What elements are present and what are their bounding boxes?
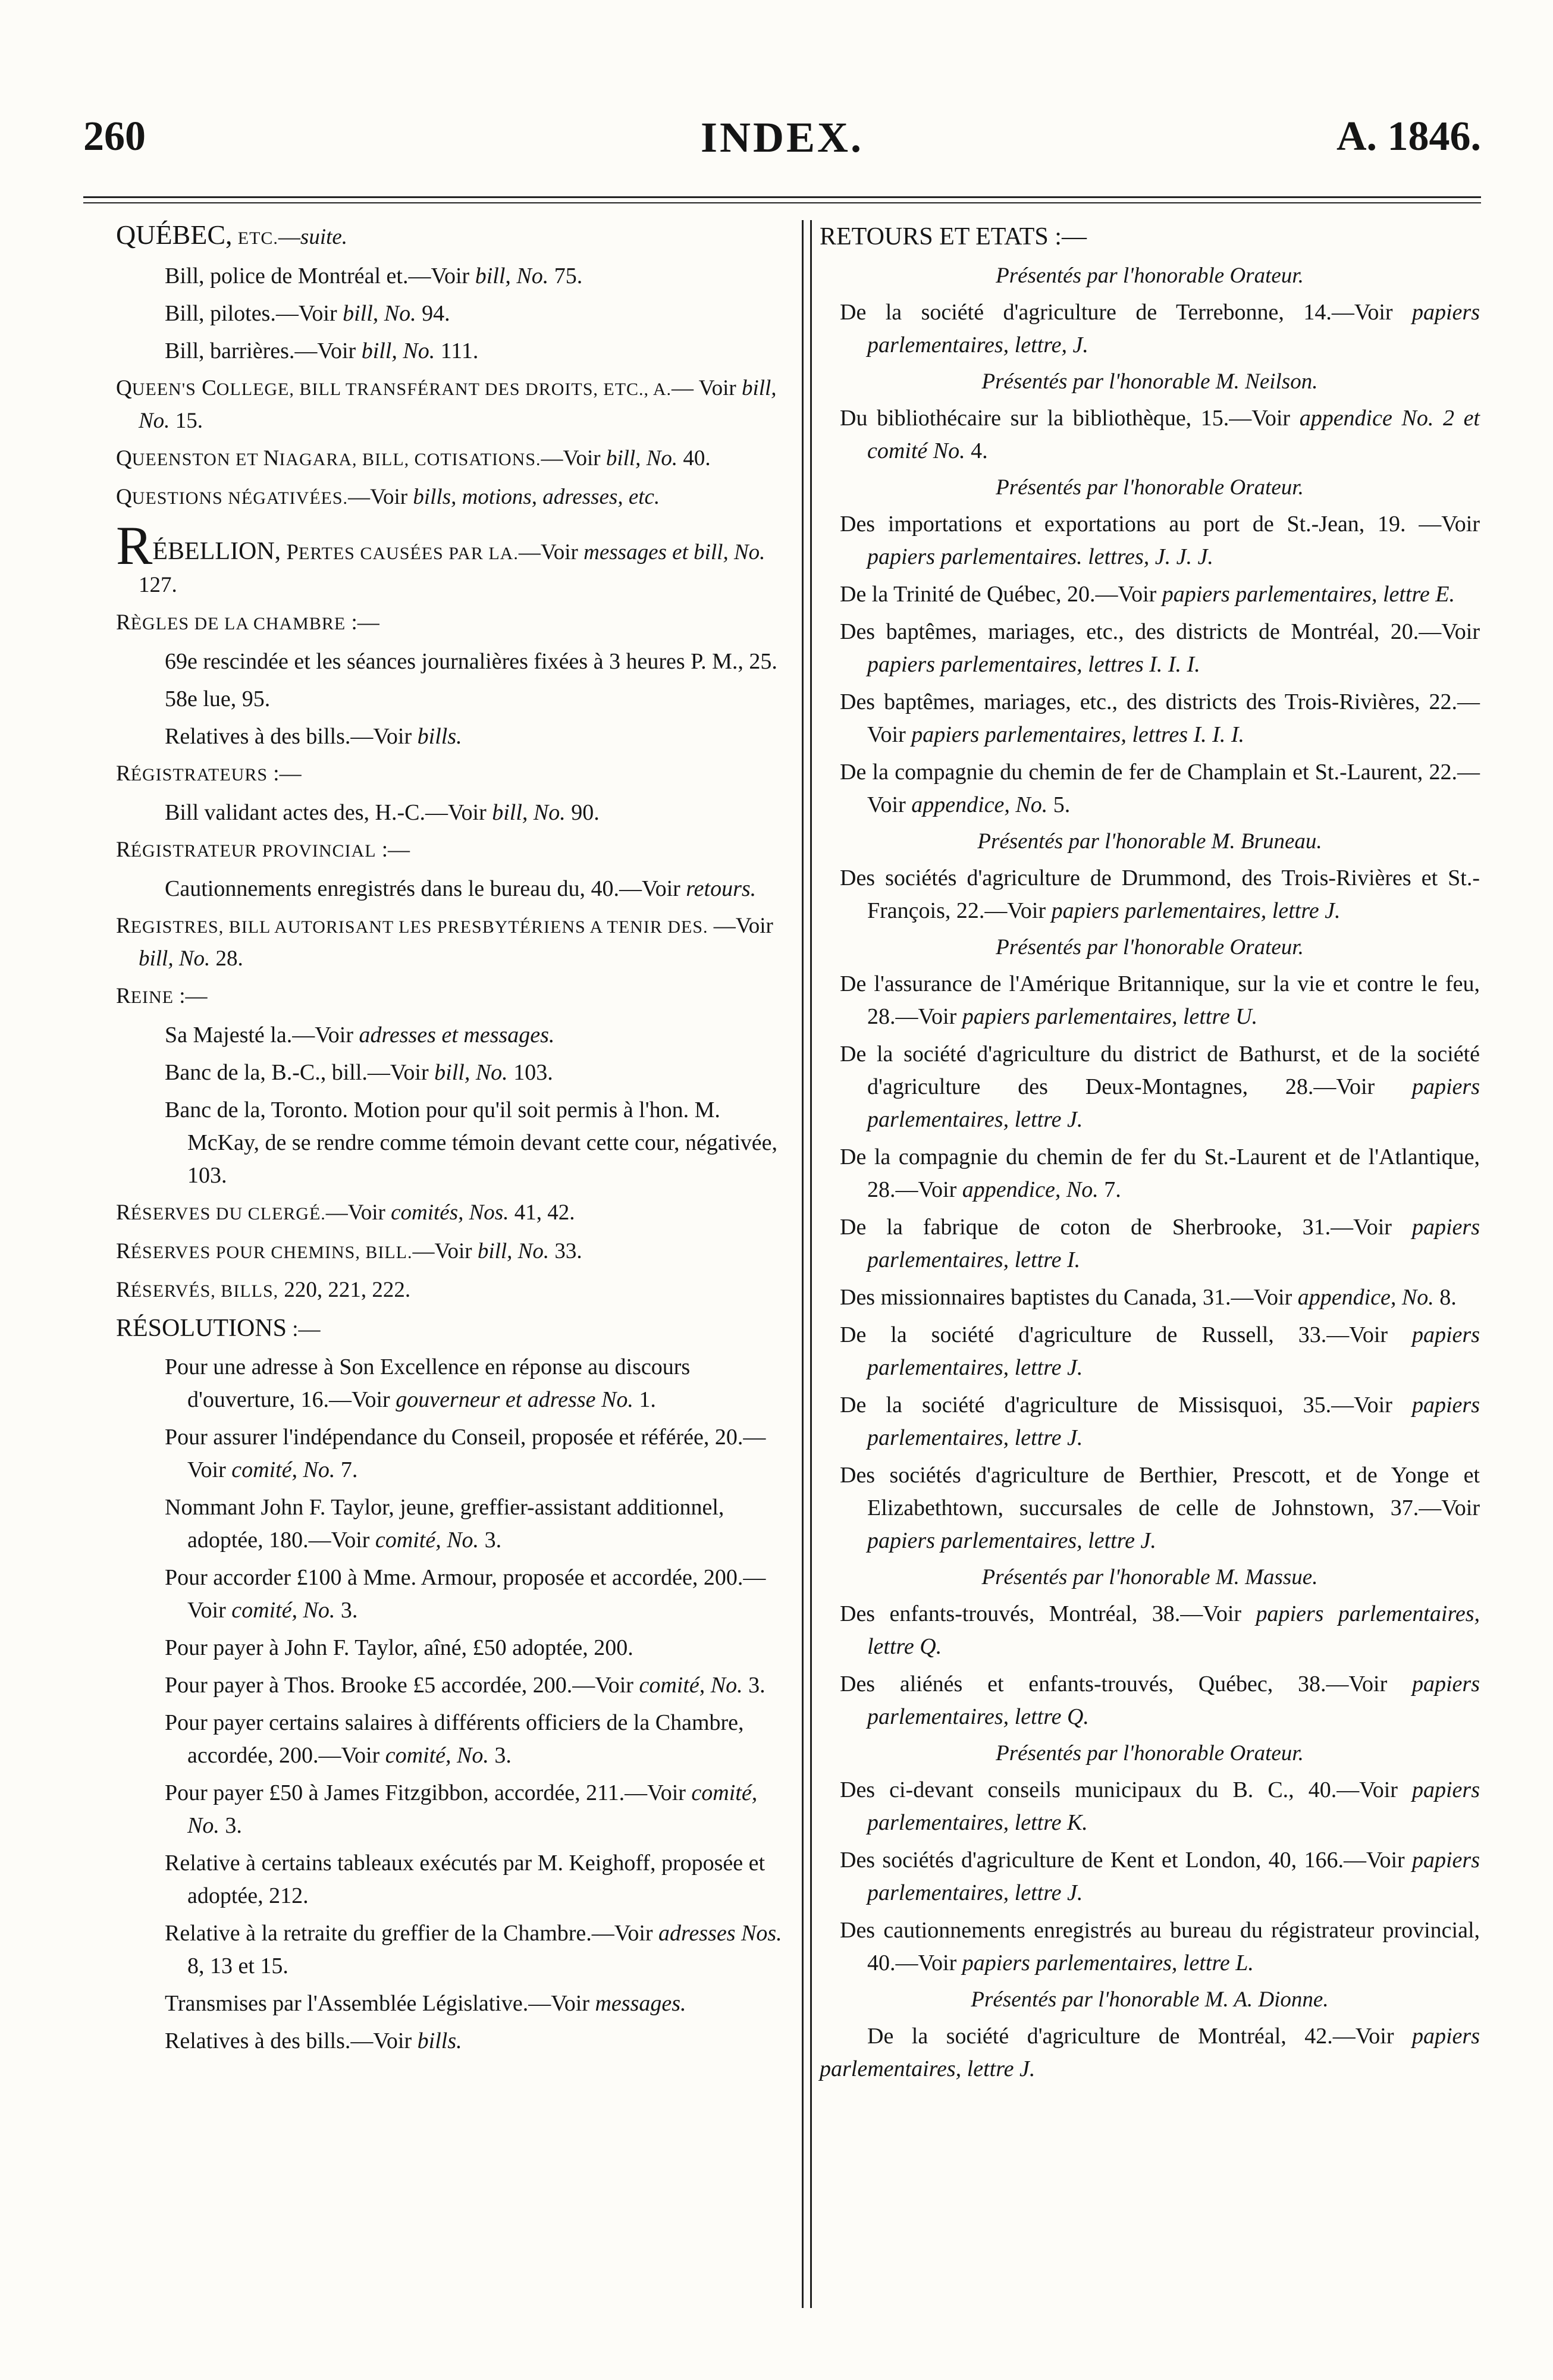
retour-item: Des baptêmes, mariages, etc., des districts des Trois-Rivières, 22.—Voir papiers parlementaires, lettres I. I. I. bbox=[840, 689, 1480, 747]
entry-rebellion: RÉBELLION, PERTES CAUSÉES PAR LA.—Voir messages et bill, No. 127. bbox=[116, 515, 765, 597]
entry-reine: REINE :— bbox=[116, 984, 208, 1008]
entry-regles: RÈGLES DE LA CHAMBRE :— bbox=[116, 610, 379, 635]
left-column bbox=[116, 219, 794, 2062]
retour-item: Des sociétés d'agriculture de Berthier, Prescott, et de Yonge et Elizabethtown, succursales de celle de Johnstown, 37.—Voir papiers parlementaires, lettre J. bbox=[840, 1463, 1480, 1553]
subentry: Nommant John F. Taylor, jeune, greffier-assistant additionnel, adoptée, 180.—Voir comité, No. 3. bbox=[165, 1495, 724, 1553]
right-column bbox=[820, 219, 1480, 2090]
presented-by-line: Présentés par l'honorable Orateur. bbox=[996, 1741, 1304, 1766]
presented-by-line: Présentés par l'honorable Orateur. bbox=[996, 264, 1304, 288]
retour-item: Des importations et exportations au port de St.-Jean, 19. —Voir papiers parlementaires. lettres, J. J. J. bbox=[840, 512, 1480, 569]
subentry: Pour payer à John F. Taylor, aîné, £50 adoptée, 200. bbox=[165, 1635, 633, 1660]
subentry: Bill, police de Montréal et.—Voir bill, No. 75. bbox=[165, 264, 583, 289]
reine-subentries bbox=[116, 1019, 794, 1192]
entry-registrateur-provincial: RÉGISTRATEUR PROVINCIAL :— bbox=[116, 838, 410, 862]
retour-item: De la société d'agriculture du district de Bathurst, et de la société d'agriculture des Deux-Montagnes, 28.—Voir papiers parlementaires, lettre J. bbox=[840, 1042, 1480, 1132]
retour-item: Des aliénés et enfants-trouvés, Québec, 38.—Voir papiers parlementaires, lettre Q. bbox=[840, 1672, 1480, 1729]
presented-by-line: Présentés par l'honorable Orateur. bbox=[996, 475, 1304, 500]
entry-reserves-chemins: RÉSERVES POUR CHEMINS, BILL.—Voir bill, No. 33. bbox=[116, 1239, 582, 1263]
page-year: A. 1846. bbox=[1336, 114, 1481, 159]
subentry: Bill validant actes des, H.-C.—Voir bill, No. 90. bbox=[165, 800, 600, 825]
subentry: Relative à la retraite du greffier de la Chambre.—Voir adresses Nos. 8, 13 et 15. bbox=[165, 1921, 782, 1978]
retour-item: De la compagnie du chemin de fer de Champlain et St.-Laurent, 22.—Voir appendice, No. 5. bbox=[840, 760, 1480, 817]
presented-by-line: Présentés par l'honorable M. Massue. bbox=[981, 1565, 1318, 1589]
entry-registres: REGISTRES, BILL AUTORISANT LES PRESBYTÉRIENS A TENIR DES. —Voir bill, No. 28. bbox=[116, 914, 773, 971]
retours-heading: RETOURS ET ETATS :— bbox=[820, 223, 1087, 250]
column-divider-inner bbox=[810, 220, 812, 2308]
subentry: Relatives à des bills.—Voir bills. bbox=[165, 2028, 462, 2053]
retour-item: De la société d'agriculture de Montréal, 42.—Voir papiers parlementaires, lettre J. bbox=[820, 2024, 1480, 2081]
retour-item: Des sociétés d'agriculture de Kent et London, 40, 166.—Voir papiers parlementaires, lettre J. bbox=[840, 1848, 1480, 1905]
header-rule-thin bbox=[83, 202, 1481, 203]
subentry: Banc de la, Toronto. Motion pour qu'il soit permis à l'hon. M. McKay, de se rendre comme témoin devant cette cour, négativée, 103. bbox=[165, 1098, 778, 1188]
presented-by-line: Présentés par l'honorable M. Bruneau. bbox=[977, 829, 1322, 854]
retour-item: De la société d'agriculture de Russell, 33.—Voir papiers parlementaires, lettre J. bbox=[840, 1322, 1480, 1380]
entry-questions: QUESTIONS NÉGATIVÉES.—Voir bills, motions, adresses, etc. bbox=[116, 485, 660, 509]
subentry: Pour assurer l'indépendance du Conseil, proposée et référée, 20.—Voir comité, No. 7. bbox=[165, 1425, 766, 1482]
subentry: Pour payer à Thos. Brooke £5 accordée, 200.—Voir comité, No. 3. bbox=[165, 1673, 765, 1698]
subentry: Transmises par l'Assemblée Législative.—Voir messages. bbox=[165, 1991, 686, 2016]
subentry: Cautionnements enregistrés dans le bureau du, 40.—Voir retours. bbox=[165, 876, 757, 901]
subentry: Bill, pilotes.—Voir bill, No. 94. bbox=[165, 301, 450, 326]
subentry: 58e lue, 95. bbox=[165, 686, 271, 711]
regles-subentries bbox=[116, 645, 794, 753]
entry-resolutions: RÉSOLUTIONS :— bbox=[116, 1315, 321, 1342]
subentry: Banc de la, B.-C., bill.—Voir bill, No. 103. bbox=[165, 1060, 553, 1085]
subentry: Bill, barrières.—Voir bill, No. 111. bbox=[165, 338, 479, 363]
quebec-subentries bbox=[116, 260, 794, 368]
retour-item: De la société d'agriculture de Missisquoi, 35.—Voir papiers parlementaires, lettre J. bbox=[840, 1393, 1480, 1450]
retour-item: Des enfants-trouvés, Montréal, 38.—Voir papiers parlementaires, lettre Q. bbox=[840, 1601, 1480, 1659]
page-header bbox=[83, 113, 1481, 173]
retour-item: Des cautionnements enregistrés au bureau du régistrateur provincial, 40.—Voir papiers parlementaires, lettre L. bbox=[840, 1918, 1480, 1976]
retour-item: Des ci-devant conseils municipaux du B. C., 40.—Voir papiers parlementaires, lettre K. bbox=[840, 1777, 1480, 1835]
entry-reserves-bills: RÉSERVÉS, BILLS, 220, 221, 222. bbox=[116, 1278, 411, 1302]
subentry: Pour payer certains salaires à différents officiers de la Chambre, accordée, 200.—Voir comité, No. 3. bbox=[165, 1710, 744, 1768]
registrateurs-subentries bbox=[116, 797, 794, 829]
subentry: Pour payer £50 à James Fitzgibbon, accordée, 211.—Voir comité, No. 3. bbox=[165, 1780, 758, 1838]
page-number: 260 bbox=[83, 114, 146, 159]
subentry: 69e rescindée et les séances journalières fixées à 3 heures P. M., 25. bbox=[165, 649, 777, 674]
retour-item: De la Trinité de Québec, 20.—Voir papiers parlementaires, lettre E. bbox=[840, 582, 1455, 607]
registrateur-provincial-subentries bbox=[116, 873, 794, 905]
entry-queenston: QUEENSTON ET NIAGARA, BILL, COTISATIONS.—Voir bill, No. 40. bbox=[116, 446, 711, 471]
entry-quebec: QUÉBEC, ETC.—suite. bbox=[116, 220, 348, 250]
subentry: Relative à certains tableaux exécutés par M. Keighoff, proposée et adoptée, 212. bbox=[165, 1851, 765, 1908]
retour-item: Des sociétés d'agriculture de Drummond, des Trois-Rivières et St.-François, 22.—Voir papiers parlementaires, lettre J. bbox=[840, 866, 1480, 923]
retour-item: De la fabrique de coton de Sherbrooke, 31.—Voir papiers parlementaires, lettre I. bbox=[840, 1215, 1480, 1272]
presented-by-line: Présentés par l'honorable Orateur. bbox=[996, 935, 1304, 959]
retour-item: Des missionnaires baptistes du Canada, 31.—Voir appendice, No. 8. bbox=[840, 1285, 1457, 1310]
subentry: Sa Majesté la.—Voir adresses et messages. bbox=[165, 1023, 555, 1048]
subentry: Pour une adresse à Son Excellence en réponse au discours d'ouverture, 16.—Voir gouverneur et adresse No. 1. bbox=[165, 1354, 691, 1412]
retour-item: De l'assurance de l'Amérique Britannique, sur la vie et contre le feu, 28.—Voir papiers parlementaires, lettre U. bbox=[840, 971, 1480, 1029]
entry-registrateurs: RÉGISTRATEURS :— bbox=[116, 761, 302, 786]
subentry: Pour accorder £100 à Mme. Armour, proposée et accordée, 200.—Voir comité, No. 3. bbox=[165, 1565, 766, 1623]
page-title: INDEX. bbox=[700, 114, 864, 161]
retour-item: De la société d'agriculture de Terrebonne, 14.—Voir papiers parlementaires, lettre, J. bbox=[840, 300, 1480, 358]
retour-item: Des baptêmes, mariages, etc., des districts de Montréal, 20.—Voir papiers parlementaires, lettres I. I. I. bbox=[840, 619, 1480, 677]
presented-by-line: Présentés par l'honorable M. A. Dionne. bbox=[971, 1987, 1329, 2012]
presented-by-line: Présentés par l'honorable M. Neilson. bbox=[981, 369, 1318, 394]
retour-item: De la compagnie du chemin de fer du St.-Laurent et de l'Atlantique, 28.—Voir appendice, No. 7. bbox=[840, 1144, 1480, 1202]
entry-queens-college: QUEEN'S COLLEGE, BILL TRANSFÉRANT DES DROITS, ETC., A.— Voir bill, No. 15. bbox=[116, 376, 777, 433]
entry-reserves-clerge: RÉSERVES DU CLERGÉ.—Voir comités, Nos. 41, 42. bbox=[116, 1200, 575, 1225]
subentry: Relatives à des bills.—Voir bills. bbox=[165, 724, 462, 749]
header-rule bbox=[83, 196, 1481, 198]
retour-item: Du bibliothécaire sur la bibliothèque, 15.—Voir appendice No. 2 et comité No. 4. bbox=[840, 406, 1480, 463]
resolutions-subentries bbox=[116, 1351, 794, 2058]
column-divider bbox=[802, 220, 804, 2308]
retours-groups bbox=[820, 261, 1480, 2086]
